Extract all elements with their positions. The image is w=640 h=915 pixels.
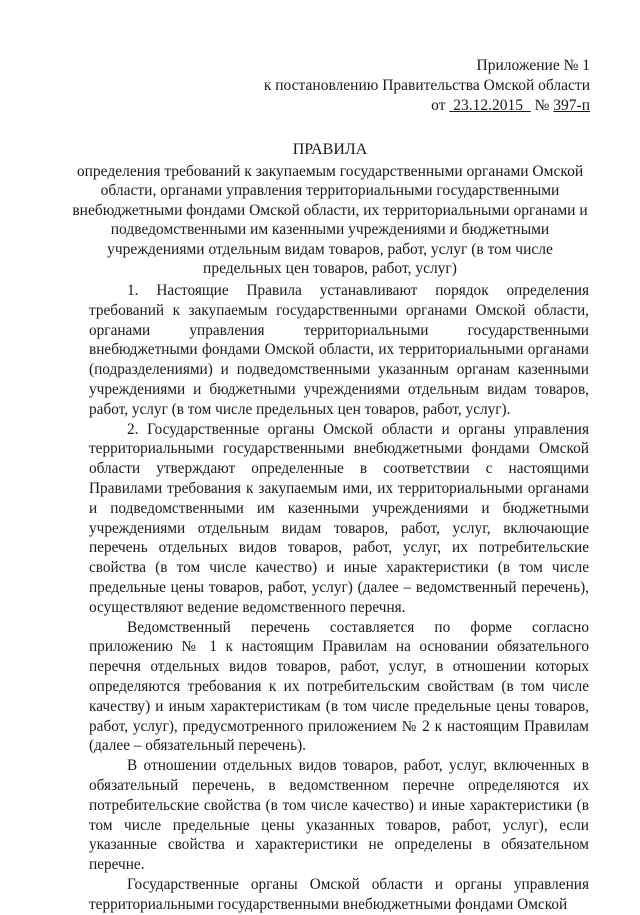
paragraph-4: В отношении отдельных видов товаров, работ, услуг, включенных в обязательный перечень, в ведомственном перечне определяются их потребительские свойства (в том числе качество) и иные характеристики (в том числе предельные цены указанных товаров, работ, услуг), если указанные свойства и характеристики не определены в обязательном перечне. <box>89 757 589 874</box>
document-title <box>70 140 590 279</box>
title-subtitle-line: внебюджетными фондами Омской области, их территориальными органами и <box>72 201 588 219</box>
appendix-number: Приложение № 1 <box>476 57 590 74</box>
paragraph-1: 1. Настоящие Правила устанавливают порядок определения требований к закупаемым государственными органами Омской области, органами управления территориальными государственными внебюджетными фондами Омской области, их территориальными органами (подразделениями) и подведомственными указанным органам казенными учреждениями и бюджетными учреждениями отдельным видам товаров, работ, услуг (в том числе предельных цен товаров, работ, услуг). <box>89 282 589 418</box>
title-subtitle-line: учреждениями отдельным видам товаров, работ, услуг (в том числе <box>107 240 553 258</box>
from-label: от <box>431 97 446 114</box>
title-subtitle-line: предельных цен товаров, работ, услуг) <box>203 260 457 277</box>
number-label: № <box>534 97 550 114</box>
document-body <box>89 281 589 915</box>
paragraph-3: Ведомственный перечень составляется по форме согласно приложению № 1 к настоящим Правилам на основании обязательного перечня отдельных видов товаров, работ, услуг, в отношении которых определяются требования к их потребительским свойствам (в том числе качеству) и иным характеристикам (в том числе предельные цены товаров, работ, услуг), предусмотренного приложением № 2 к настоящим Правилам (далее – обязательный перечень). <box>89 618 589 755</box>
appendix-reference: к постановлению Правительства Омской области <box>263 77 590 94</box>
title-subtitle-line: области, органами управления территориальными государственными <box>100 182 560 199</box>
decree-date: 23.12.2015 <box>453 97 523 114</box>
paragraph-5: Государственные органы Омской области и органы управления территориальными государственными внебюджетными фондами Омской <box>89 875 589 913</box>
appendix-date-line <box>264 96 590 116</box>
decree-number: 397-п <box>553 97 590 114</box>
title-main: ПРАВИЛА <box>292 141 368 158</box>
appendix-header <box>264 56 590 116</box>
paragraph-2: 2. Государственные органы Омской области и органы управления территориальными государственными внебюджетными фондами Омской области утверждают определенные в соответствии с настоящими Правилами требования к закупаемым ими, их территориальными органами и подведомственными им казенными учреждениями и бюджетными учреждениями отдельным видам товаров, работ, услуг, включающие перечень отдельных видов товаров, работ, услуг, их потребительские свойства (в том числе качество) и иные характеристики (в том числе предельные цены товаров, работ, услуг) (далее – ведомственный перечень), осуществляют ведение ведомственного перечня. <box>89 420 589 616</box>
title-subtitle-line: подведомственными им казенными учреждениями и бюджетными <box>110 221 550 238</box>
title-subtitle-line: определения требований к закупаемым государственными органами Омской <box>76 162 584 180</box>
